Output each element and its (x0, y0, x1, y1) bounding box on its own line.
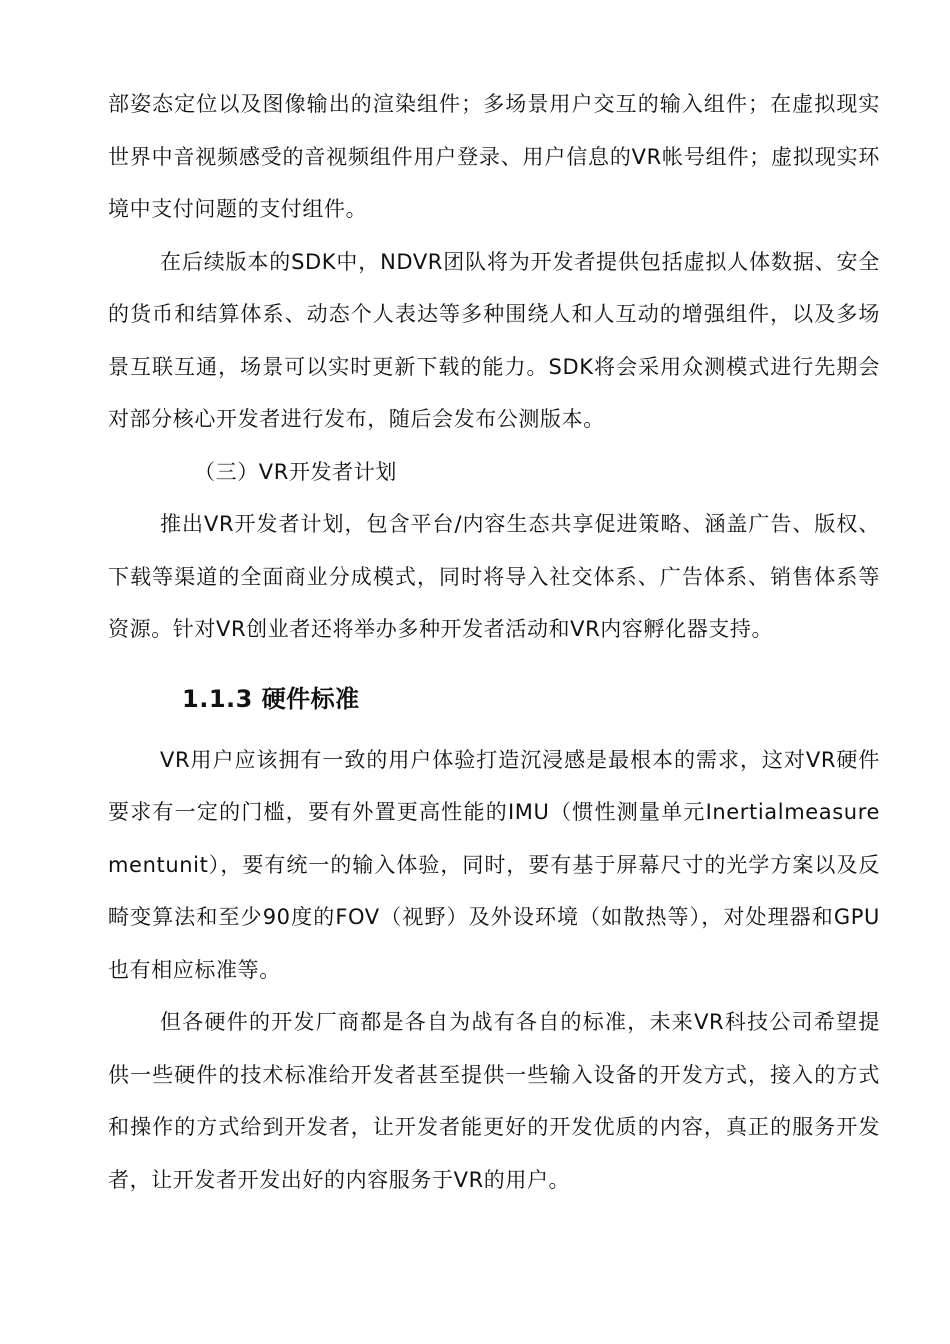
paragraph-sdk-future: 在后续版本的SDK中，NDVR团队将为开发者提供包括虚拟人体数据、安全的货币和结算体系、动态个人表达等多种围绕人和人互动的增强组件，以及多场景互联互通，场景可以实时更新下载的能力。SDK将会采用众测模式进行先期会对部分核心开发者进行发布，随后会发布公测版本。 (108, 249, 880, 431)
paragraph-developer-plan: 推出VR开发者计划，包含平台/内容生态共享促进策略、涵盖广告、版权、下载等渠道的全面商业分成模式，同时将导入社交体系、广告体系、销售体系等资源。针对VR创业者还将举办多种开发者活动和VR内容孵化器支持。 (108, 512, 880, 641)
document-body (108, 78, 880, 1206)
section-heading-hardware: 1.1.3 硬件标准 (182, 684, 360, 713)
subheading-developer-plan: （三）VR开发者计划 (194, 459, 397, 484)
paragraph-intro-continued: 部姿态定位以及图像输出的渲染组件；多场景用户交互的输入组件；在虚拟现实世界中音视频感受的音视频组件用户登录、用户信息的VR帐号组件；虚拟现实环境中支付问题的支付组件。 (108, 92, 880, 221)
paragraph-hardware-requirements: VR用户应该拥有一致的用户体验打造沉浸感是最根本的需求，这对VR硬件要求有一定的门槛，要有外置更高性能的IMU（惯性测量单元Inertialmeasurementunit），要有统一的输入体验，同时，要有基于屏幕尺寸的光学方案以及反畸变算法和至少90度的FOV（视野）及外设环境（如散热等），对处理器和GPU也有相应标准等。 (108, 747, 880, 982)
paragraph-hardware-vendors: 但各硬件的开发厂商都是各自为战有各自的标准，未来VR科技公司希望提供一些硬件的技术标准给开发者甚至提供一些输入设备的开发方式，接入的方式和操作的方式给到开发者，让开发者能更好的开发优质的内容，真正的服务开发者，让开发者开发出好的内容服务于VR的用户。 (108, 1010, 880, 1192)
